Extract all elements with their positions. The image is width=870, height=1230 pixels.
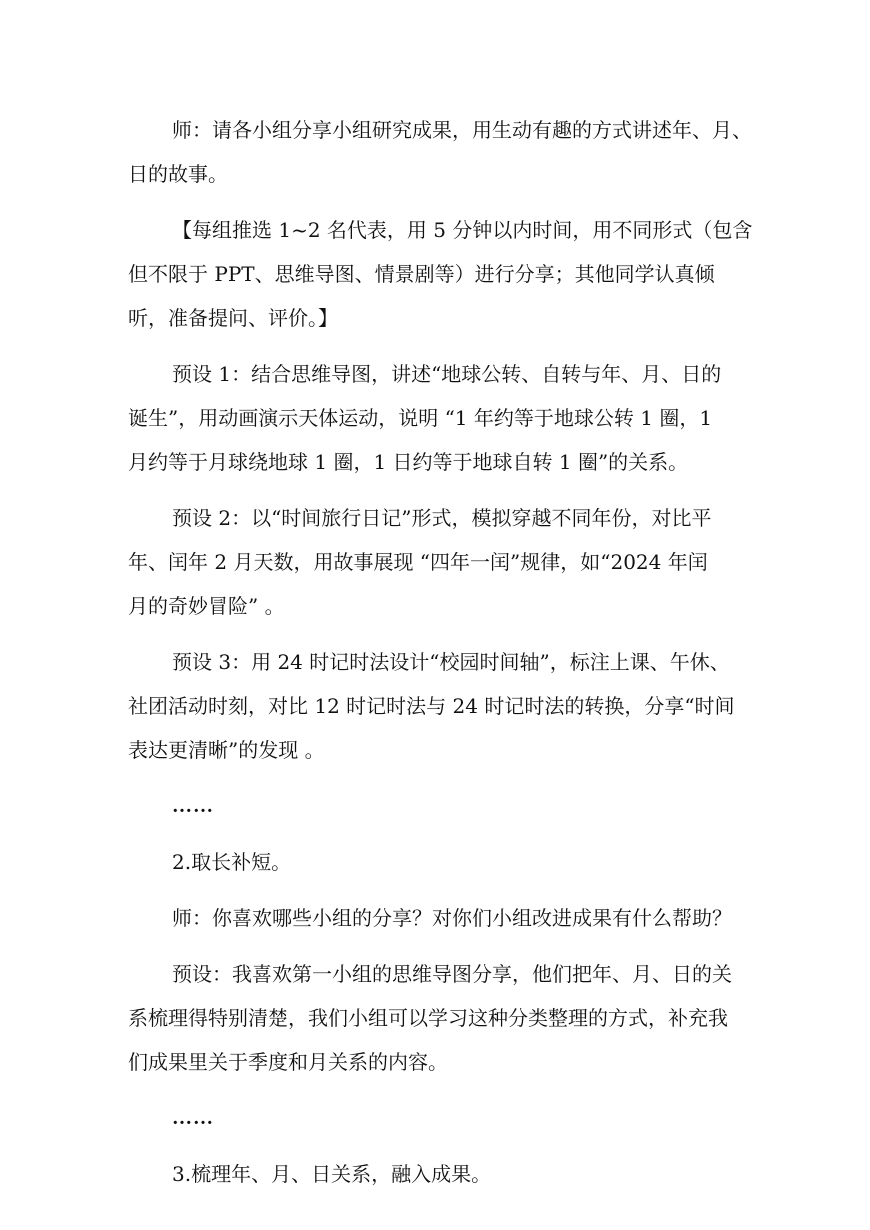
text-line: 年、闰年 2 月天数，用故事展现 “四年一闰”规律，如“2024 年闰 <box>128 550 708 574</box>
group-instruction-paragraph <box>128 208 753 340</box>
text-line: 月约等于月球绕地球 1 圈，1 日约等于地球自转 1 圈”的关系。 <box>128 450 689 474</box>
text-line: 2.取长补短。 <box>172 850 292 874</box>
text-line: 师：请各小组分享小组研究成果，用生动有趣的方式讲述年、月、 <box>172 118 752 142</box>
text-line: 【每组推选 1~2 名代表，用 5 分钟以内时间，用不同形式（包含 <box>172 218 753 242</box>
ellipsis: …… <box>172 1107 214 1129</box>
text-line: 预设：我喜欢第一小组的思维导图分享，他们把年、月、日的关 <box>172 962 732 986</box>
preset-2-paragraph <box>128 496 748 628</box>
ellipsis-paragraph <box>128 1096 748 1140</box>
section-heading-3 <box>128 1152 748 1196</box>
text-line: 师：你喜欢哪些小组的分享？对你们小组改进成果有什么帮助？ <box>172 906 732 930</box>
text-line: 们成果里关于季度和月关系的内容。 <box>128 1050 448 1074</box>
ellipsis: …… <box>172 795 214 817</box>
text-line: 3.梳理年、月、日关系，融入成果。 <box>172 1162 492 1186</box>
text-line: 听，准备提问、评价。】 <box>128 306 338 330</box>
text-line: 表达更清晰”的发现 。 <box>128 738 325 762</box>
text-line: 月的奇妙冒险” 。 <box>128 594 285 618</box>
text-line: 诞生”，用动画演示天体运动，说明 “1 年约等于地球公转 1 圈，1 <box>128 406 713 430</box>
preset-1-paragraph <box>128 352 748 484</box>
preset-answer-paragraph <box>128 952 748 1084</box>
ellipsis-paragraph <box>128 784 748 828</box>
text-line: 社团活动时刻，对比 12 时记时法与 24 时记时法的转换，分享“时间 <box>128 694 735 718</box>
text-line: 预设 1：结合思维导图，讲述“地球公转、自转与年、月、日的 <box>172 362 722 386</box>
teacher-question-paragraph <box>128 896 748 940</box>
teacher-prompt-paragraph <box>128 108 752 196</box>
text-line: 日的故事。 <box>128 162 228 186</box>
text-line: 但不限于 PPT、思维导图、情景剧等）进行分享；其他同学认真倾 <box>128 262 715 286</box>
text-line: 预设 2：以“时间旅行日记”形式，模拟穿越不同年份，对比平 <box>172 506 712 530</box>
text-line: 预设 3：用 24 时记时法设计“校园时间轴”，标注上课、午休、 <box>172 650 730 674</box>
text-line: 系梳理得特别清楚，我们小组可以学习这种分类整理的方式，补充我 <box>128 1006 728 1030</box>
document-body <box>128 108 753 1208</box>
section-heading-2 <box>128 840 748 884</box>
preset-3-paragraph <box>128 640 748 772</box>
